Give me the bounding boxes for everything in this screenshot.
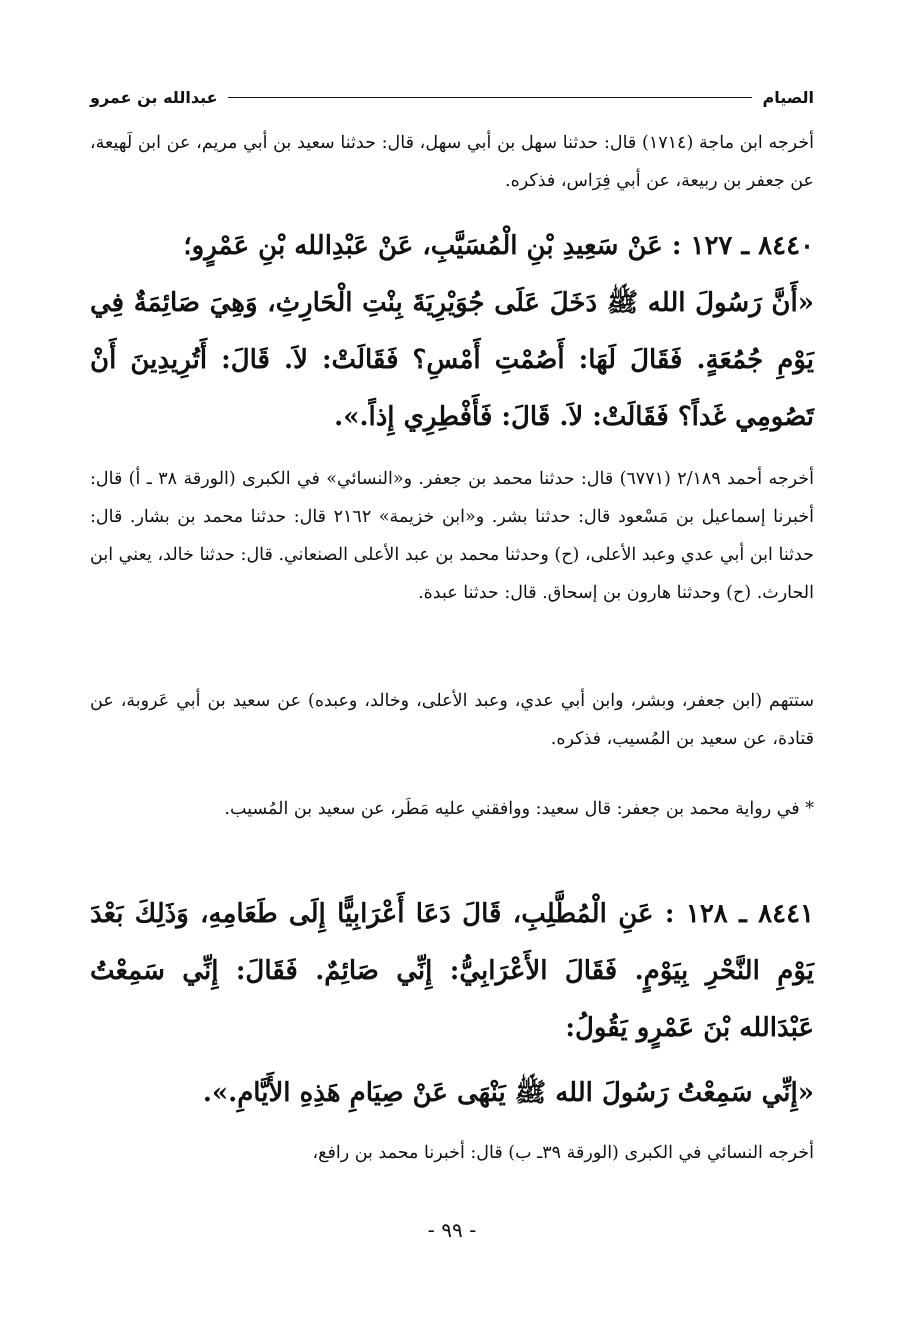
- hadith-8441: [90, 886, 814, 1122]
- hadith-8440-text: «أَنَّ رَسُولَ الله ﷺ دَخَلَ عَلَى جُوَيْرِيَةَ بِنْتِ الْحَارِثِ، وَهِيَ صَائِمَةٌ فِي يَوْمِ جُمُعَةٍ. فَقَالَ لَهَا: أَصُمْتِ أَمْسِ؟ فَقَالَتْ: لاَ. قَالَ: أَتُرِيدِينَ أَنْ تَصُومِي غَداً؟ فَقَالَتْ: لاَ. قَالَ: فَأَفْطِرِي إِذاً.».: [90, 288, 814, 432]
- hadith-8441-text: ٨٤٤١ ـ ١٢٨ : عَنِ الْمُطَّلِبِ، قَالَ دَعَا أَعْرَابِيًّا إِلَى طَعَامِهِ، وَذَلِكَ بَعْدَ يَوْمِ النَّحْرِ بِيَوْمٍ. فَقَالَ الأَعْرَابِيُّ: إِنِّي صَائِمٌ. فَقَالَ: إِنِّي سَمِعْتُ عَبْدَالله بْنَ عَمْرٍو يَقُولُ:: [90, 899, 814, 1043]
- hadith-8441-quote: «إِنِّي سَمِعْتُ رَسُولَ الله ﷺ يَنْهَى عَنْ صِيَامِ هَذِهِ الأَيَّامِ.».: [202, 1078, 814, 1108]
- takhrij-paragraph-2: أخرجه أحمد ٢/١٨٩ (٦٧٧١) قال: حدثنا محمد بن جعفر. و«النسائي» في الكبرى (الورقة ٣٨ ـ أ) قال: أخبرنا إسماعيل بن مَسْعود قال: حدثنا بشر. و«ابن خزيمة» ٢١٦٢ قال: حدثنا محمد بن بشار. قال: حدثنا ابن أبي عدي وعبد الأعلى، (ح) وحدثنا محمد بن عبد الأعلى الصنعاني. قال: حدثنا خالد، يعني ابن الحارث. (ح) وحدثنا هارون بن إسحاق. قال: حدثنا عبدة.: [90, 469, 814, 603]
- document-page: [90, 68, 814, 1268]
- running-header: [90, 86, 814, 108]
- narration-note: * في رواية محمد بن جعفر: قال سعيد: ووافقني عليه مَطَر، عن سعيد بن المُسيب.: [224, 799, 814, 819]
- hadith-8440: [90, 218, 814, 446]
- takhrij-paragraph-1: أخرجه ابن ماجة (١٧١٤) قال: حدثنا سهل بن أبي سهل، قال: حدثنا سعيد بن أبي مريم، عن ابن لَهيعة، عن جعفر بن ربيعة، عن أبي فِرَاس، فذكره.: [90, 133, 815, 191]
- page-number: - ٩٩ -: [427, 1218, 477, 1242]
- hadith-8440-heading: ٨٤٤٠ ـ ١٢٧ : عَنْ سَعِيدِ بْنِ الْمُسَيَّبِ، عَنْ عَبْدِالله بْنِ عَمْرٍو؛: [183, 231, 814, 261]
- chapter-title: عبدالله بن عمرو: [90, 87, 218, 107]
- header-rule: [228, 97, 753, 98]
- takhrij-paragraph-3: ستتهم (ابن جعفر، وبشر، وابن أبي عدي، وعبد الأعلى، وخالد، وعبده) عن سعيد بن أبي عَروبة، عن قتادة، عن سعيد بن المُسيب، فذكره.: [90, 691, 814, 749]
- book-title: الصيام: [762, 87, 814, 107]
- takhrij-paragraph-5: أخرجه النسائي في الكبرى (الورقة ٣٩ـ ب) قال: أخبرنا محمد بن رافع،: [312, 1143, 814, 1163]
